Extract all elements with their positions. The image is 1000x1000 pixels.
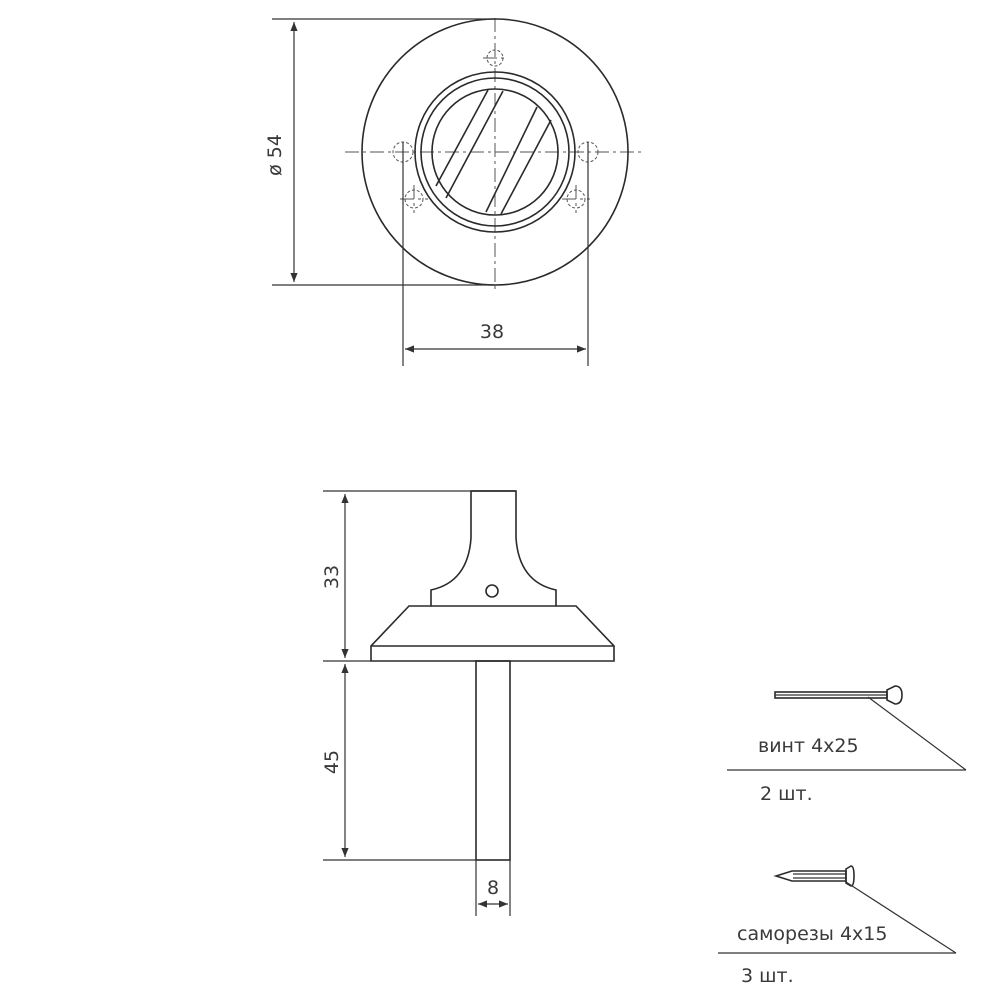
set-screw-hole xyxy=(486,585,498,597)
top-view xyxy=(264,18,645,366)
shaft-width-dimension xyxy=(476,860,510,916)
screw-label: винт 4x25 xyxy=(758,735,859,757)
self-tapping-callout xyxy=(718,866,956,987)
self-tapping-qty: 3 шт. xyxy=(741,965,794,987)
screw-callout xyxy=(727,686,966,805)
diameter-label: ø 54 xyxy=(264,134,286,176)
self-tapping-screw-icon xyxy=(776,866,854,886)
screw-qty: 2 шт. xyxy=(760,783,813,805)
shaft-width-label: 8 xyxy=(486,877,500,899)
shaft-length-dimension xyxy=(321,664,476,860)
self-tapping-label: саморезы 4x15 xyxy=(737,923,888,945)
handle-body-outline xyxy=(371,491,614,661)
hole-spacing-label: 38 xyxy=(479,321,505,343)
height-top-dimension xyxy=(321,491,471,661)
screw-icon xyxy=(775,686,902,704)
height-top-label: 33 xyxy=(321,564,343,590)
screw-leader-line xyxy=(868,697,966,770)
side-view xyxy=(321,491,614,916)
shaft-length-label: 45 xyxy=(321,749,343,775)
spindle-shaft xyxy=(476,661,510,860)
